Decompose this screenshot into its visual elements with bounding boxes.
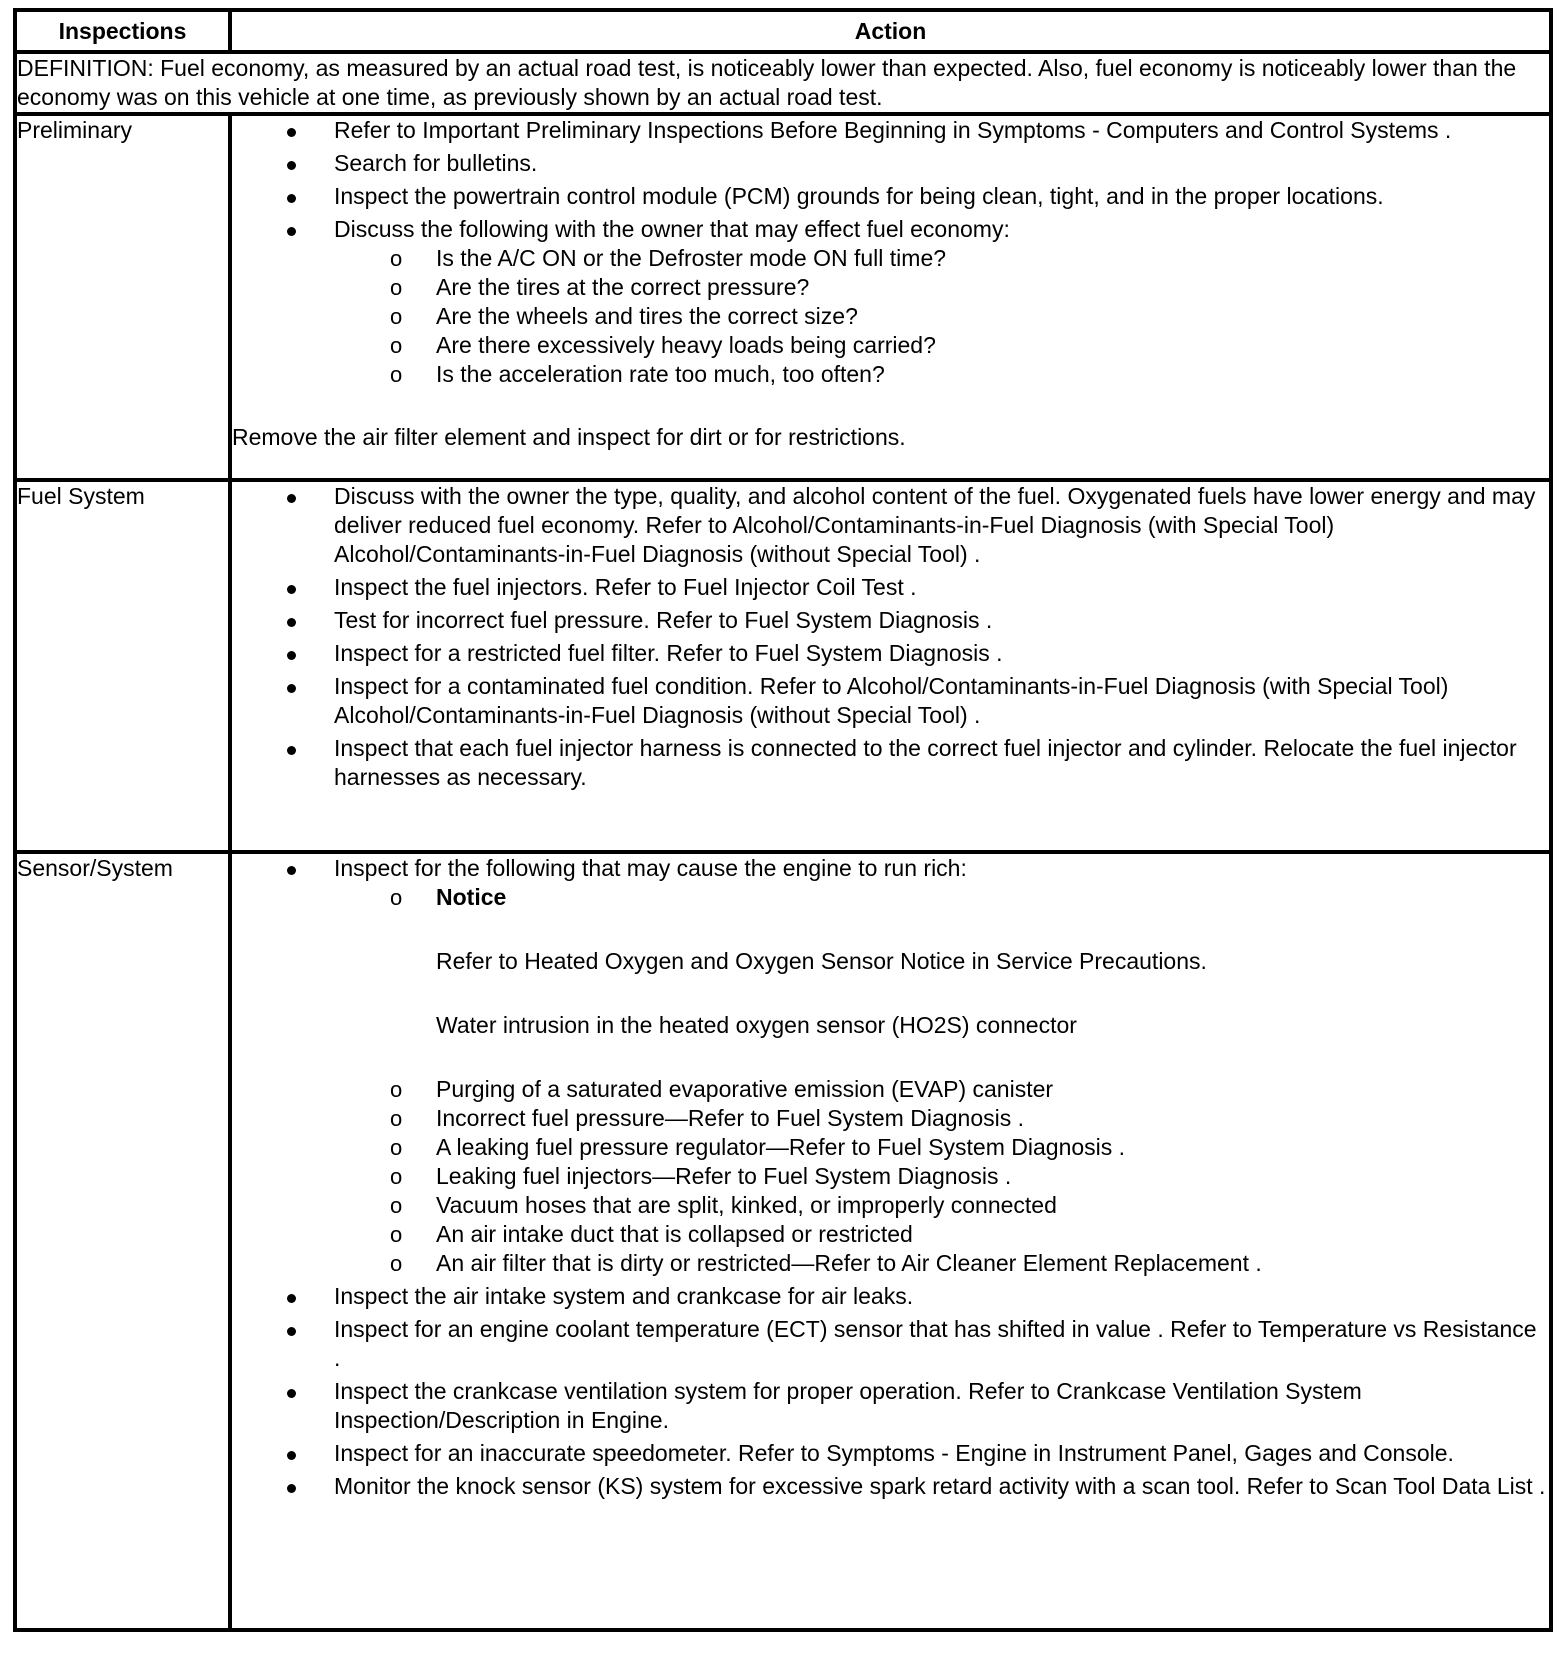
sub-list-item: o Incorrect fuel pressure—Refer to Fuel System Diagnosis . [390,1105,1025,1131]
circle-bullet-icon: o [390,1193,403,1218]
list-item: Inspect for an inaccurate speedometer. Refer to Symptoms - Engine in Instrument Panel, Gages and Console. [232,1439,1549,1468]
bullet-icon [287,494,296,503]
list-item: Monitor the knock sensor (KS) system for excessive spark retard activity with a scan tool. Refer to Scan Tool Data List . [232,1472,1549,1501]
sensor-system-label: Sensor/System [15,852,230,1630]
list-item: Search for bulletins. [232,149,1549,178]
bullet-icon [287,227,296,236]
notice-text: Refer to Heated Oxygen and Oxygen Sensor Notice in Service Precautions. [436,948,1207,974]
bullet-icon [287,194,296,203]
circle-bullet-icon: o [390,246,403,271]
bullet-icon [287,618,296,627]
header-row [15,10,1551,52]
sensor-sublist [334,883,1549,1278]
bullet-icon [287,1484,296,1493]
sub-list-item-notice [334,883,1549,1040]
sub-list-item: o Is the acceleration rate too much, too often? [390,361,885,387]
sub-list-item: o An air filter that is dirty or restricted—Refer to Air Cleaner Element Replacement . [390,1250,1262,1276]
list-item: Refer to Important Preliminary Inspections Before Beginning in Symptoms - Computers and Control Systems . [232,116,1549,145]
list-item: Inspect the powertrain control module (PCM) grounds for being clean, tight, and in the proper locations. [232,182,1549,211]
list-item: Inspect for the following that may cause the engine to run rich: o Notice Refer to Heated Oxygen and Oxygen Sensor Notice in Service Precautions. Water intrusion in the heated oxygen sensor (HO2S) connector o Purging of a saturated evaporative emission (EVAP) canister o Incorrect fuel pressure—Refer to Fuel System Diagnosis . o A leaking fuel pressure regulator—Refer to Fuel System Diagnosis . o Leaking fuel injectors—Refer to Fuel System Diagnosis . o Vacuum hoses that are split, kinked, or improperly connected o An air intake duct that is collapsed or restricted o An air filter that is dirty or restricted—Refer to Air Cleaner Element Replacement . [232,854,1549,1278]
sub-list-item: o Purging of a saturated evaporative emission (EVAP) canister [390,1076,1054,1102]
list-item: Inspect for a restricted fuel filter. Refer to Fuel System Diagnosis . [232,639,1549,668]
circle-bullet-icon: o [390,304,403,329]
definition-row [15,52,1551,114]
list-item: Inspect that each fuel injector harness is connected to the correct fuel injector and cylinder. Relocate the fuel injector harnesses as necessary. [232,734,1549,792]
list-item: Inspect for an engine coolant temperature (ECT) sensor that has shifted in value . Refer to Temperature vs Resistance . [232,1315,1549,1373]
bullet-icon [287,684,296,693]
list-item: Inspect the crankcase ventilation system for proper operation. Refer to Crankcase Ventilation System Inspection/Description in Engine. [232,1377,1549,1435]
list-item: Test for incorrect fuel pressure. Refer to Fuel System Diagnosis . [232,606,1549,635]
sub-list-item: o Are the tires at the correct pressure? [390,274,810,300]
bullet-icon [287,1327,296,1336]
circle-bullet-icon: o [390,362,403,387]
bullet-icon [287,161,296,170]
list-item: Discuss with the owner the type, quality, and alcohol content of the fuel. Oxygenated fuels have lower energy and may deliver reduced fuel economy. Refer to Alcohol/Contaminants-in-Fuel Diagnosis (with Special Tool) Alcohol/Contaminants-in-Fuel Diagnosis (without Special Tool) . [232,482,1549,569]
preliminary-actions [230,114,1551,480]
header-inspections: Inspections [15,10,230,52]
preliminary-row [15,114,1551,480]
sub-list-item: o Is the A/C ON or the Defroster mode ON full time? [390,245,947,271]
inspections-table [13,8,1553,1632]
circle-bullet-icon: o [390,275,403,300]
bullet-icon [287,651,296,660]
sub-list-item: o Vacuum hoses that are split, kinked, or improperly connected [390,1192,1057,1218]
sensor-system-row [15,852,1551,1630]
list-item: Inspect for a contaminated fuel condition. Refer to Alcohol/Contaminants-in-Fuel Diagnosis (with Special Tool) Alcohol/Contaminants-in-Fuel Diagnosis (without Special Tool) . [232,672,1549,730]
preliminary-label: Preliminary [15,114,230,480]
preliminary-list [232,116,1549,389]
sensor-system-list [232,854,1549,1501]
fuel-system-actions [230,480,1551,852]
circle-bullet-icon: o [390,885,403,910]
bullet-icon [287,128,296,137]
fuel-system-list [232,482,1549,792]
sub-list-item: o Leaking fuel injectors—Refer to Fuel System Diagnosis . [390,1163,1012,1189]
notice-title: Notice [436,884,507,910]
sub-list-item: o Are the wheels and tires the correct size? [390,303,858,329]
circle-bullet-icon: o [390,1251,403,1276]
notice-text-2: Water intrusion in the heated oxygen sensor (HO2S) connector [436,1012,1077,1038]
definition-text: DEFINITION: Fuel economy, as measured by an actual road test, is noticeably lower than expected. Also, fuel economy is noticeably lower than the economy was on this vehicle at one time, as previously shown by an actual road test. [15,52,1551,114]
circle-bullet-icon: o [390,1135,403,1160]
list-item: Discuss the following with the owner that may effect fuel economy: o Is the A/C ON or the Defroster mode ON full time? o Are the tires at the correct pressure? o Are the wheels and tires the correct size? o Are there excessively heavy loads being carried? o Is the acceleration rate too much, too often? [232,215,1549,389]
circle-bullet-icon: o [390,1106,403,1131]
header-action: Action [230,10,1551,52]
list-item: Inspect the fuel injectors. Refer to Fuel Injector Coil Test . [232,573,1549,602]
bullet-icon [287,1451,296,1460]
bullet-icon [287,746,296,755]
circle-bullet-icon: o [390,1164,403,1189]
circle-bullet-icon: o [390,1222,403,1247]
sub-list-item: o A leaking fuel pressure regulator—Refer to Fuel System Diagnosis . [390,1134,1126,1160]
sub-list-item: o An air intake duct that is collapsed or restricted [390,1221,913,1247]
fuel-system-row [15,480,1551,852]
bullet-icon [287,866,296,875]
bullet-icon [287,1389,296,1398]
preliminary-sublist [334,244,1549,389]
circle-bullet-icon: o [390,333,403,358]
sub-list-item: o Are there excessively heavy loads being carried? [390,332,936,358]
list-item: Inspect the air intake system and crankcase for air leaks. [232,1282,1549,1311]
bullet-icon [287,585,296,594]
preliminary-footer: Remove the air filter element and inspect for dirt or for restrictions. [232,424,906,450]
fuel-system-label: Fuel System [15,480,230,852]
circle-bullet-icon: o [390,1077,403,1102]
bullet-icon [287,1294,296,1303]
sensor-system-actions [230,852,1551,1630]
